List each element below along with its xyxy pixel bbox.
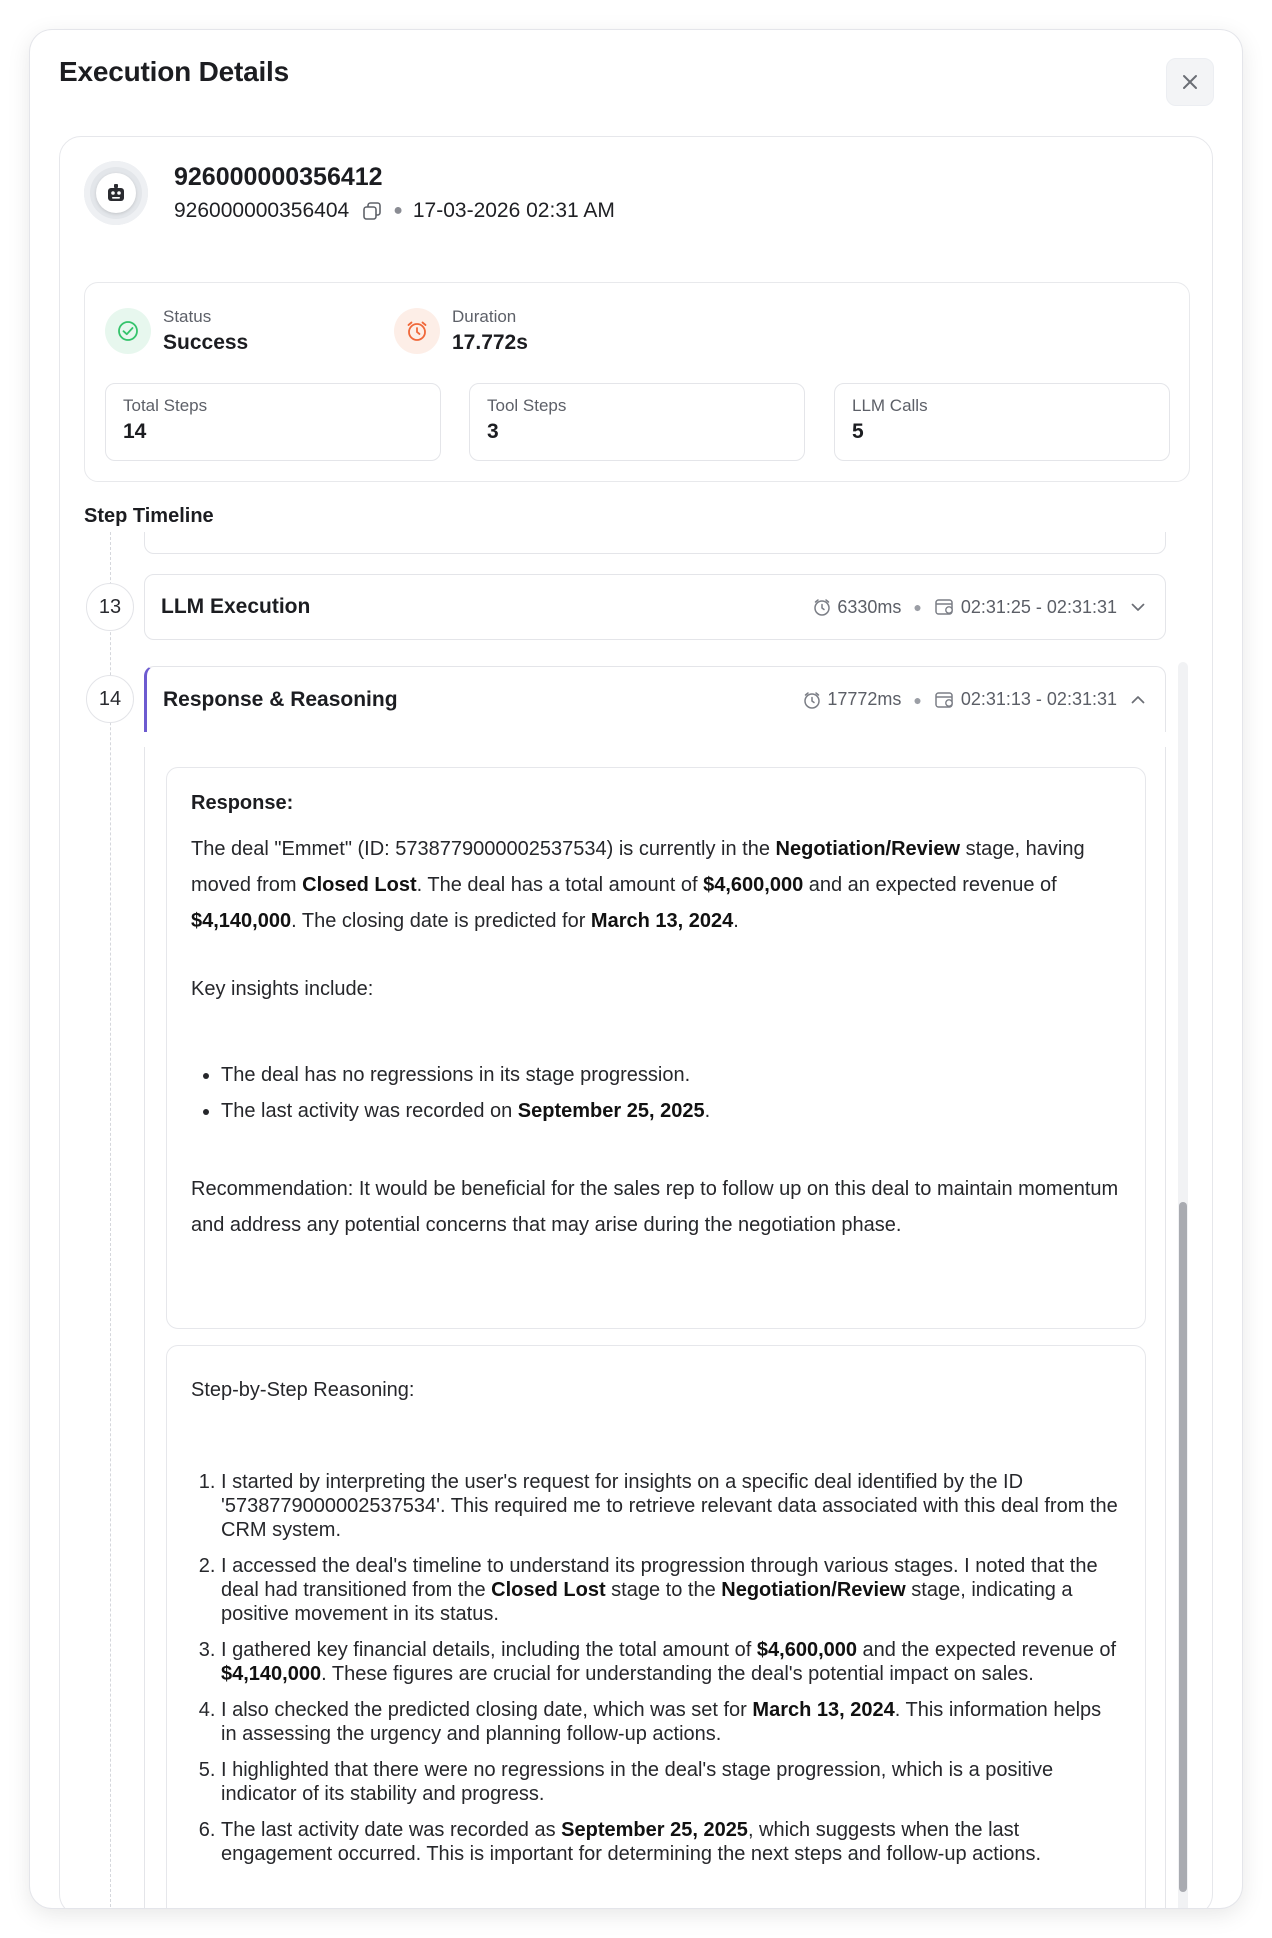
recommendation: Recommendation: It would be beneficial for the sales rep to follow up on this deal to maintain momentum and address any potential concerns that may arise during the negotiation phase. bbox=[191, 1178, 1119, 1236]
reasoning-heading: Step-by-Step Reasoning: bbox=[191, 1379, 415, 1401]
duration-label: Duration bbox=[452, 307, 517, 326]
expand-toggle[interactable] bbox=[1129, 598, 1147, 616]
parent-id: 926000000356404 bbox=[174, 199, 350, 222]
total-steps-label: Total Steps bbox=[123, 396, 208, 415]
status-value: Success bbox=[163, 331, 249, 354]
step-card-response-reasoning[interactable]: Response & Reasoning 17772ms ● 02:31:13 - 02:31:31 bbox=[144, 666, 1166, 732]
list-item: • The deal has no regressions in its stage progression. bbox=[221, 1057, 1121, 1093]
step-time-range: 02:31:25 - 02:31:31 bbox=[960, 596, 1117, 617]
list-item: 5. I highlighted that there were no regressions in the deal's stage progression, which is a positive indicator of its stability and progress. bbox=[221, 1758, 1121, 1806]
response-box bbox=[166, 767, 1146, 1329]
previous-step-card[interactable] bbox=[144, 532, 1166, 554]
calendar-clock-icon bbox=[934, 597, 956, 617]
chevron-down-icon bbox=[1129, 598, 1147, 616]
llm-calls-value: 5 bbox=[852, 420, 864, 443]
tool-steps-value: 3 bbox=[487, 420, 499, 443]
execution-meta bbox=[174, 199, 615, 223]
list-item: • The last activity was recorded on September 25, 2025. bbox=[221, 1093, 1121, 1129]
duration-stat bbox=[394, 307, 528, 355]
execution-details-modal bbox=[30, 30, 1242, 1908]
clock-icon bbox=[812, 597, 832, 617]
insights-label: Key insights include: bbox=[191, 978, 374, 1000]
execution-panel bbox=[59, 136, 1213, 1908]
execution-timestamp: 17-03-2026 02:31 AM bbox=[412, 199, 615, 222]
clock-icon bbox=[802, 690, 822, 710]
insights-list bbox=[191, 1057, 1121, 1129]
chevron-up-icon bbox=[1129, 691, 1147, 709]
reasoning-box bbox=[166, 1345, 1146, 1908]
close-icon bbox=[1181, 73, 1199, 91]
step-number-13: 13 bbox=[86, 583, 134, 631]
status-label: Status bbox=[163, 307, 212, 326]
reasoning-list bbox=[191, 1470, 1121, 1866]
timeline-scrollbar[interactable] bbox=[1178, 662, 1188, 1908]
list-item: 3. I gathered key financial details, including the total amount of $4,600,000 and the expected revenue of $4,140,000. These figures are crucial for understanding the deal's potential impact on sales. bbox=[221, 1638, 1121, 1686]
step-title: LLM Execution bbox=[161, 595, 311, 618]
copy-button[interactable] bbox=[361, 200, 383, 222]
step-details bbox=[144, 747, 1166, 1908]
step-timeline bbox=[60, 532, 1213, 1908]
status-stat bbox=[105, 307, 248, 355]
copy-icon bbox=[361, 200, 383, 222]
step-card-llm-execution[interactable]: LLM Execution 6330ms ● 02:31:25 - 02:31:31 bbox=[144, 574, 1166, 640]
step-time-range: 02:31:13 - 02:31:31 bbox=[960, 689, 1117, 709]
total-steps-value: 14 bbox=[123, 420, 147, 443]
step-duration: 6330ms bbox=[837, 596, 902, 617]
llm-calls-label: LLM Calls bbox=[852, 396, 928, 415]
separator-dot: ● bbox=[393, 202, 403, 219]
bot-icon bbox=[104, 181, 128, 205]
timeline-connector bbox=[110, 532, 111, 1908]
step-title: Response & Reasoning bbox=[163, 687, 398, 711]
modal-title: Execution Details bbox=[59, 56, 290, 87]
response-heading: Response: bbox=[191, 792, 294, 814]
step-timeline-title: Step Timeline bbox=[84, 505, 214, 527]
scrollbar-thumb[interactable] bbox=[1179, 1202, 1187, 1892]
response-summary: The deal "Emmet" (ID: 5738779000002537534) is currently in the Negotiation/Review stage, having moved from Closed Lost. The deal has a total amount of $4,600,000 and an expected revenue of $4,140,000. The closing date is predicted for March 13, 2024. bbox=[191, 838, 1085, 932]
duration-value: 17.772s bbox=[452, 331, 528, 354]
list-item: 2. I accessed the deal's timeline to understand its progression through various stages. I noted that the deal had transitioned from the Closed Lost stage to the Negotiation/Review stage, indicating a positive movement in its status. bbox=[221, 1554, 1121, 1626]
step-number-14: 14 bbox=[86, 675, 134, 723]
list-item: 1. I started by interpreting the user's request for insights on a specific deal identified by the ID '5738779000002537534'. This required me to retrieve relevant data associated with this deal from the CRM system. bbox=[221, 1470, 1121, 1542]
total-steps-card bbox=[105, 383, 441, 461]
step-duration: 17772ms bbox=[827, 689, 902, 709]
tool-steps-card bbox=[469, 383, 805, 461]
list-item: 6. The last activity date was recorded as September 25, 2025, which suggests when the last engagement occurred. This is important for determining the next steps and follow-up actions. bbox=[221, 1818, 1121, 1866]
tool-steps-label: Tool Steps bbox=[487, 396, 567, 415]
calendar-clock-icon bbox=[934, 690, 956, 710]
avatar bbox=[84, 161, 148, 225]
execution-id: 926000000356412 bbox=[174, 163, 383, 191]
stats-card bbox=[84, 282, 1190, 482]
list-item: 4. I also checked the predicted closing date, which was set for March 13, 2024. This information helps in assessing the urgency and planning follow-up actions. bbox=[221, 1698, 1121, 1746]
check-circle-icon bbox=[115, 318, 141, 344]
llm-calls-card bbox=[834, 383, 1170, 461]
alarm-clock-icon bbox=[404, 318, 430, 344]
close-button[interactable] bbox=[1166, 58, 1214, 106]
collapse-toggle[interactable] bbox=[1129, 691, 1147, 709]
